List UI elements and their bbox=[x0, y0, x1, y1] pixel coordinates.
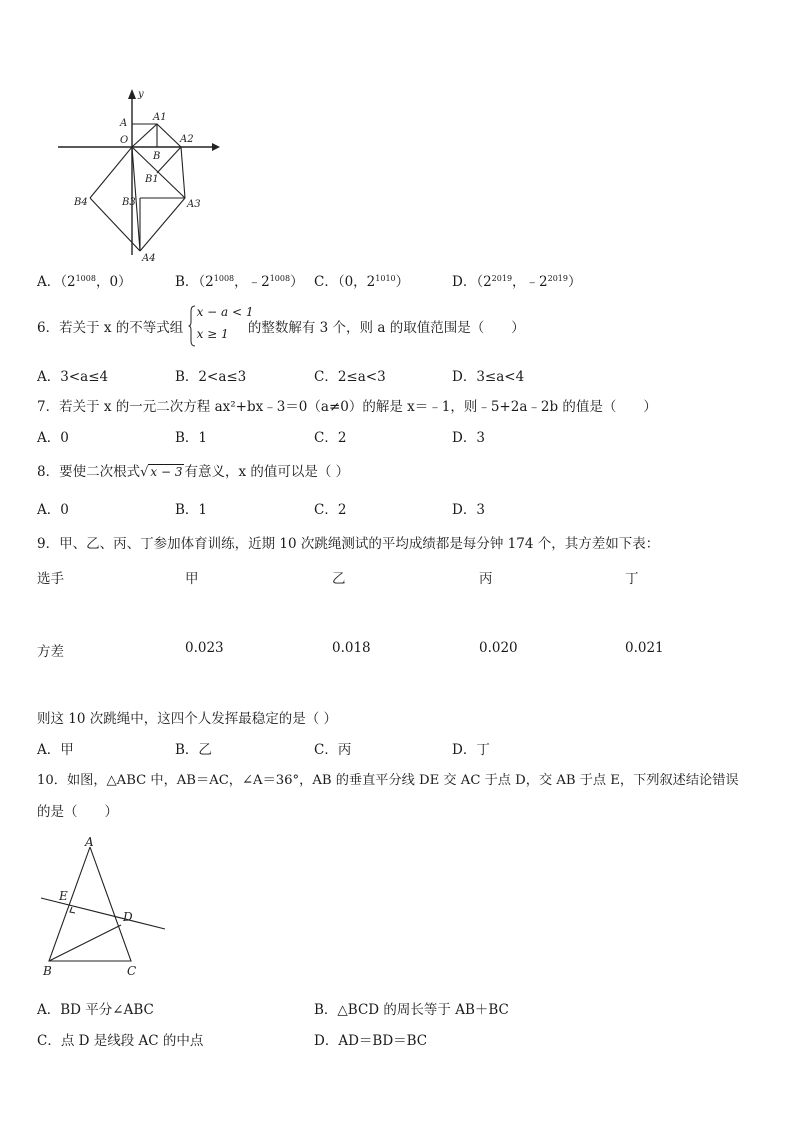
q7-option-b[interactable]: B．1 bbox=[175, 430, 208, 446]
table-header-cell: 乙 bbox=[332, 571, 346, 587]
q5-option-a[interactable]: A．（$2^{1008}$，0） bbox=[37, 274, 132, 290]
inequality-system: x − a < 1 x ≥ 1 bbox=[188, 305, 244, 347]
table-cell: 0.021 bbox=[625, 640, 664, 656]
q10-stem-line2: 的是（ ） bbox=[37, 804, 118, 820]
label-B1: B1 bbox=[145, 174, 159, 185]
label-A: A bbox=[120, 118, 128, 129]
label-E: E bbox=[59, 889, 68, 903]
q9-option-d[interactable]: D．丁 bbox=[452, 742, 490, 758]
triangle-figure bbox=[35, 835, 175, 980]
label-D: D bbox=[123, 910, 133, 924]
table-header-cell: 丙 bbox=[479, 571, 493, 587]
sqrt-sign: √ bbox=[140, 465, 149, 480]
q10-option-a[interactable]: A．BD 平分∠ABC bbox=[37, 1002, 154, 1018]
q9-question: 则这 10 次跳绳中，这四个人发挥最稳定的是（ ） bbox=[37, 711, 338, 727]
q7-stem: 7．若关于 x 的一元二次方程 ax²+bx﹣3＝0（a≠0）的解是 x＝﹣1，则﹣5+2a﹣2b 的值是（ ） bbox=[37, 399, 657, 415]
label-y: y bbox=[138, 89, 144, 100]
q10-option-b[interactable]: B．△BCD 的周长等于 AB＋BC bbox=[314, 1002, 509, 1018]
label-B: B bbox=[153, 151, 161, 162]
table-cell: 0.018 bbox=[332, 640, 371, 656]
q6-option-d[interactable]: D．3≤a<4 bbox=[452, 369, 525, 385]
q9-option-a[interactable]: A．甲 bbox=[37, 742, 74, 758]
radicand: x − 3 bbox=[150, 465, 183, 479]
label-O: O bbox=[120, 135, 129, 146]
q8-stem: 8．要使二次根式√ x − 3 有意义，x 的值可以是（ ） bbox=[37, 464, 350, 480]
q10-option-c[interactable]: C．点 D 是线段 AC 的中点 bbox=[37, 1033, 204, 1049]
q8-option-b[interactable]: B．1 bbox=[175, 502, 208, 518]
table-cell: 方差 bbox=[37, 644, 64, 660]
q6-option-c[interactable]: C．2≤a<3 bbox=[314, 369, 386, 385]
coordinate-figure bbox=[50, 85, 230, 265]
q10-stem-line1: 10．如图，△ABC 中，AB＝AC，∠A＝36°，AB 的垂直平分线 DE 交 AC 于点 D，交 AB 于点 E，下列叙述结论错误 bbox=[37, 773, 739, 788]
q7-option-c[interactable]: C．2 bbox=[314, 430, 347, 446]
label-B: B bbox=[43, 964, 52, 978]
table-header-cell: 甲 bbox=[185, 571, 199, 587]
q8-option-d[interactable]: D．3 bbox=[452, 502, 485, 518]
label-A4: A4 bbox=[142, 253, 156, 264]
q8-option-a[interactable]: A．0 bbox=[37, 502, 69, 518]
q7-option-a[interactable]: A．0 bbox=[37, 430, 69, 446]
table-cell: 0.020 bbox=[479, 640, 518, 656]
q9-stem: 9．甲、乙、丙、丁参加体育训练，近期 10 次跳绳测试的平均成绩都是每分钟 174 个，其方差如下表： bbox=[37, 536, 660, 552]
q8-option-c[interactable]: C．2 bbox=[314, 502, 347, 518]
table-header-cell: 丁 bbox=[625, 571, 639, 587]
table-header-cell: 选手 bbox=[37, 571, 64, 587]
q9-option-b[interactable]: B．乙 bbox=[175, 742, 212, 758]
q5-option-b[interactable]: B．（$2^{1008}$，$﹣2^{1008}$） bbox=[175, 274, 304, 290]
q5-option-d[interactable]: D．（$2^{2019}$，$﹣2^{2019}$） bbox=[452, 274, 582, 290]
label-A: A bbox=[85, 835, 94, 849]
q6-option-a[interactable]: A．3<a≤4 bbox=[37, 369, 109, 385]
label-A2: A2 bbox=[180, 134, 194, 145]
q6-stem: 6．若关于 x 的不等式组 x − a < 1 x ≥ 1 的整数解有 3 个，则 a 的取值范围是（ ） bbox=[37, 305, 525, 347]
label-A3: A3 bbox=[187, 199, 201, 210]
q7-option-d[interactable]: D．3 bbox=[452, 430, 485, 446]
label-A1: A1 bbox=[153, 112, 167, 123]
label-B4: B4 bbox=[74, 197, 88, 208]
q9-option-c[interactable]: C．丙 bbox=[314, 742, 352, 758]
q6-option-b[interactable]: B．2<a≤3 bbox=[175, 369, 247, 385]
label-C: C bbox=[127, 964, 137, 978]
table-cell: 0.023 bbox=[185, 640, 224, 656]
q5-option-c[interactable]: C．（0，$2^{1010}$） bbox=[314, 274, 410, 290]
label-B3: B3 bbox=[122, 197, 136, 208]
q10-option-d[interactable]: D．AD＝BD＝BC bbox=[314, 1033, 428, 1049]
